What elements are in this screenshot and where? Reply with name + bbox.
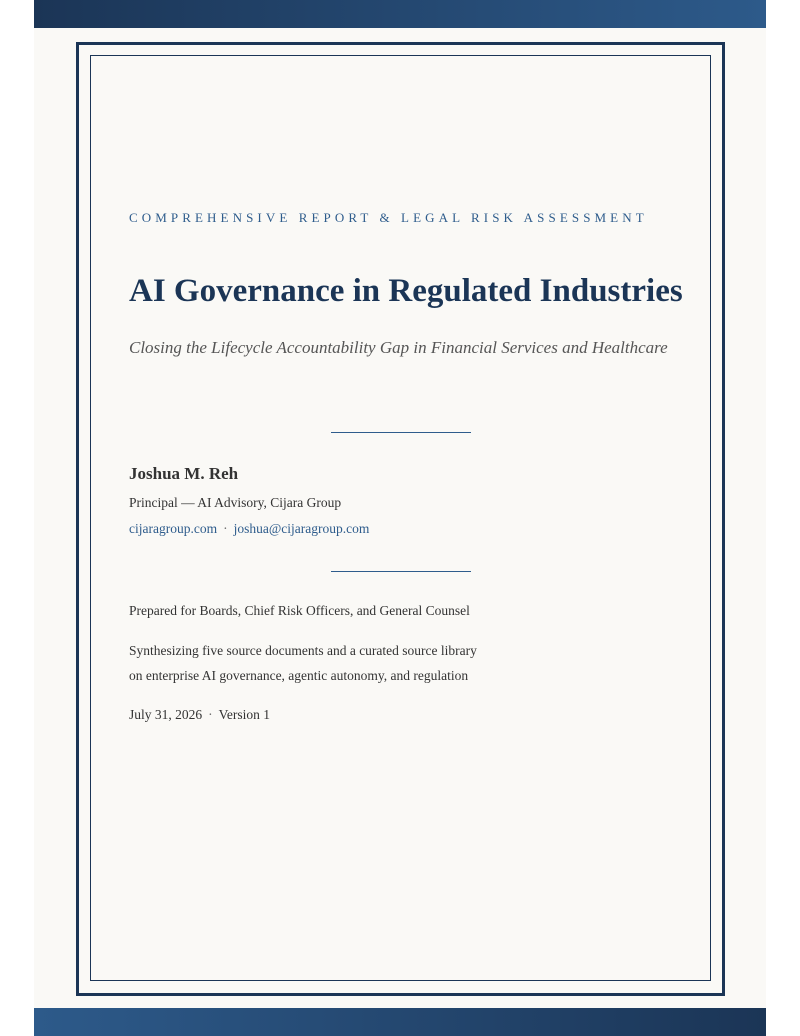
author-role: Principal — AI Advisory, Cijara Group [129, 495, 342, 510]
divider-bottom [331, 571, 471, 572]
date-separator: · [208, 707, 213, 722]
website-link[interactable]: cijaragroup.com [129, 521, 218, 536]
link-separator: · [223, 521, 228, 536]
email-link[interactable]: joshua@cijaragroup.com [233, 521, 370, 536]
bottom-band [34, 1008, 766, 1036]
report-date: July 31, 2026 [129, 707, 203, 722]
report-title: AI Governance in Regulated Industries [129, 273, 683, 309]
report-version: Version 1 [218, 707, 271, 722]
inner-frame [90, 55, 711, 981]
author-name: Joshua M. Reh [129, 464, 239, 483]
report-subtitle: Closing the Lifecycle Accountability Gap in Financial Services and Healthcare [129, 338, 668, 357]
synthesis-line-2: on enterprise AI governance, agentic autonomy, and regulation [129, 668, 469, 683]
cover-page [34, 0, 766, 1036]
synthesis-line-1: Synthesizing five source documents and a curated source library [129, 643, 477, 658]
top-band [34, 0, 766, 28]
author-links [129, 521, 369, 537]
divider-top [331, 432, 471, 433]
report-eyebrow: COMPREHENSIVE REPORT & LEGAL RISK ASSESSMENT [129, 210, 648, 225]
date-version-line [129, 707, 270, 723]
prepared-for: Prepared for Boards, Chief Risk Officers, and General Counsel [129, 603, 470, 618]
